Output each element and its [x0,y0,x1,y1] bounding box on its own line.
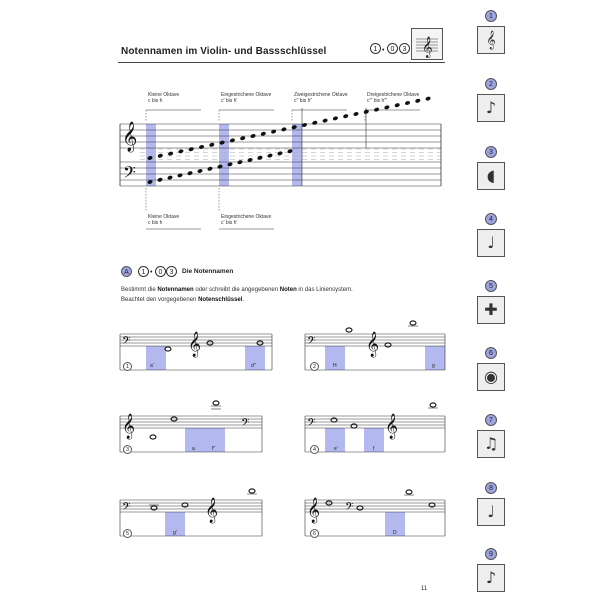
bass-clef-symbol: 𝄢 [123,162,136,186]
exercise-2-note [346,328,352,332]
exercise-1-answer-1: a' [150,363,154,369]
exercise-number-5: 5 [123,529,132,538]
exercise-2-treble-clef: 𝄞 [366,332,380,357]
bass-scale-note [267,153,273,158]
exercise-3-answer-2: f'' [212,446,216,452]
exercise-6-treble-clef: 𝄞 [307,498,321,523]
side-badge-1: 1 [485,10,497,22]
exercise-5-note [151,506,157,510]
treble-scale-note [281,127,287,132]
bass-scale-note [277,151,283,156]
exercise-2-answer-1: H [333,363,337,369]
side-badge-6: 6 [485,347,497,359]
page-number: 11 [421,586,428,592]
bass-scale-note [167,175,173,180]
treble-scale-note [209,142,215,147]
side-badge-5: 5 [485,280,497,292]
ear-icon: ◖ [477,162,505,190]
treble-scale-note [250,133,256,138]
treble-scale-note [301,122,307,127]
treble-clef-icon: 𝄞 [477,26,505,54]
label-kleine-oktave-bass: Kleine Oktave c bis h [148,214,180,226]
label-kleine-oktave: Kleine Oktave c bis h [148,92,180,104]
instruction-line-1: Bestimmt die Notennamen oder schreibt die angegebenen Noten in das Liniensystem. [121,287,353,293]
exercise-1-answer-2: d'' [251,363,256,369]
music-notes-icon: ♪ [477,94,505,122]
exercise-6-note [429,503,435,507]
treble-scale-note [260,131,266,136]
exercise-4-bass-clef: 𝄢 [307,417,316,432]
bass-scale-note [237,160,243,165]
answer-box-1 [146,346,166,370]
page-title: Notennamen im Violin- und Bassschlüssel [121,46,327,57]
header-badge-2: 0 [387,43,398,54]
treble-scale-note [312,120,318,125]
exercise-4-answer-1: e' [334,446,338,452]
side-badge-9: 9 [485,548,497,560]
exercise-5-note [249,489,255,493]
exercise-2-bass-clef: 𝄢 [307,335,316,350]
label-eingestrichene-oktave-bass: Eingestrichene Oktave c' bis h' [221,214,272,226]
answer-box-2 [425,346,445,370]
exercise-5-bass-clef: 𝄢 [122,501,131,516]
exercise-2-answer-2: g [432,363,435,369]
label-eingestrichene-oktave: Eingestrichene Oktave c' bis h' [221,92,272,104]
exercise-2-note [385,343,391,347]
highlight-kleine [146,124,156,186]
label-dreigestrichene-oktave: Dreigestrichene Oktave c''' bis h''' [367,92,420,104]
exercise-number-4: 4 [310,445,319,454]
exercise-3-bass-clef: 𝄢 [241,417,250,432]
conductor-icon: ✚ [477,296,505,324]
label-zweigestrichene-oktave: Zweigestrichene Oktave c'' bis h'' [294,92,348,104]
exercise-4-note [430,403,436,407]
exercise-number-3: 3 [123,445,132,454]
treble-scale-note [322,118,328,123]
exercise-4-note [351,424,357,428]
treble-scale-note [384,105,390,110]
treble-scale-note [353,111,359,116]
bass-scale-note [177,173,183,178]
exercise-5-note [182,503,188,507]
treble-scale-note [343,114,349,119]
treble-scale-note [188,147,194,152]
side-badge-8: 8 [485,482,497,494]
microphone-staff-icon: ♩ [477,229,505,257]
sound-note-icon: ♪ [477,564,505,592]
exercise-1-treble-clef: 𝄞 [188,332,202,357]
exercise-number-2: 2 [310,362,319,371]
exercise-6-note [357,506,363,510]
svg-text:𝄞: 𝄞 [422,37,433,58]
treble-scale-note [240,136,246,141]
exercise-5-treble-clef: 𝄞 [205,498,219,523]
highlight-zweigestrichene [292,124,302,186]
bass-scale-note [197,168,203,173]
treble-scale-note [178,149,184,154]
side-badge-7: 7 [485,414,497,426]
bass-scale-note [157,177,163,182]
section-badge-3: 3 [166,266,177,277]
exercise-number-1: 1 [123,362,132,371]
header-badge-1: 1 [370,43,381,54]
exercise-4-answer-2: f [373,446,375,452]
exercise-number-6: 6 [310,529,319,538]
section-title: Die Notennamen [182,268,234,275]
treble-scale-note [332,116,338,121]
exercise-6-bass-clef: 𝄢 [345,501,354,516]
exercise-4-treble-clef: 𝄞 [385,414,399,439]
treble-clef-symbol: 𝄞 [122,122,138,152]
exercise-6-answer-1: D [393,530,397,536]
treble-scale-note [157,153,163,158]
section-letter-badge: A [121,266,132,277]
exercise-5-answer-1: g' [173,530,177,536]
instruction-line-2: Beachtet den vorgegebenen Notenschlüssel. [121,297,245,303]
side-badge-4: 4 [485,213,497,225]
note-writing-icon: ♩ [477,498,505,526]
exercise-6-note [406,490,412,494]
bass-scale-note [207,166,213,171]
drum-icon: ◉ [477,363,505,391]
exercise-3-note [213,401,219,405]
answer-box-3 [185,428,205,452]
section-badge-2: 0 [155,266,166,277]
side-badge-3: 3 [485,146,497,158]
exercise-4-note [331,418,337,422]
treble-scale-note [168,151,174,156]
rhythm-notes-icon: ♫ [477,430,505,458]
bass-scale-note [187,171,193,176]
treble-scale-note [374,107,380,112]
header-badge-sep: • [382,47,385,54]
exercise-2-note [410,321,416,325]
exercise-3-note [150,435,156,439]
side-badge-2: 2 [485,78,497,90]
exercise-3-treble-clef: 𝄞 [122,414,136,439]
highlight-eingestrichene [219,124,229,186]
exercise-3-answer-1: a [192,446,195,452]
section-badge-1: 1 [138,266,149,277]
section-badge-sep: • [150,269,153,276]
treble-scale-note [425,96,431,101]
exercise-1-bass-clef: 𝄢 [122,335,131,350]
header-badge-3: 3 [399,43,410,54]
